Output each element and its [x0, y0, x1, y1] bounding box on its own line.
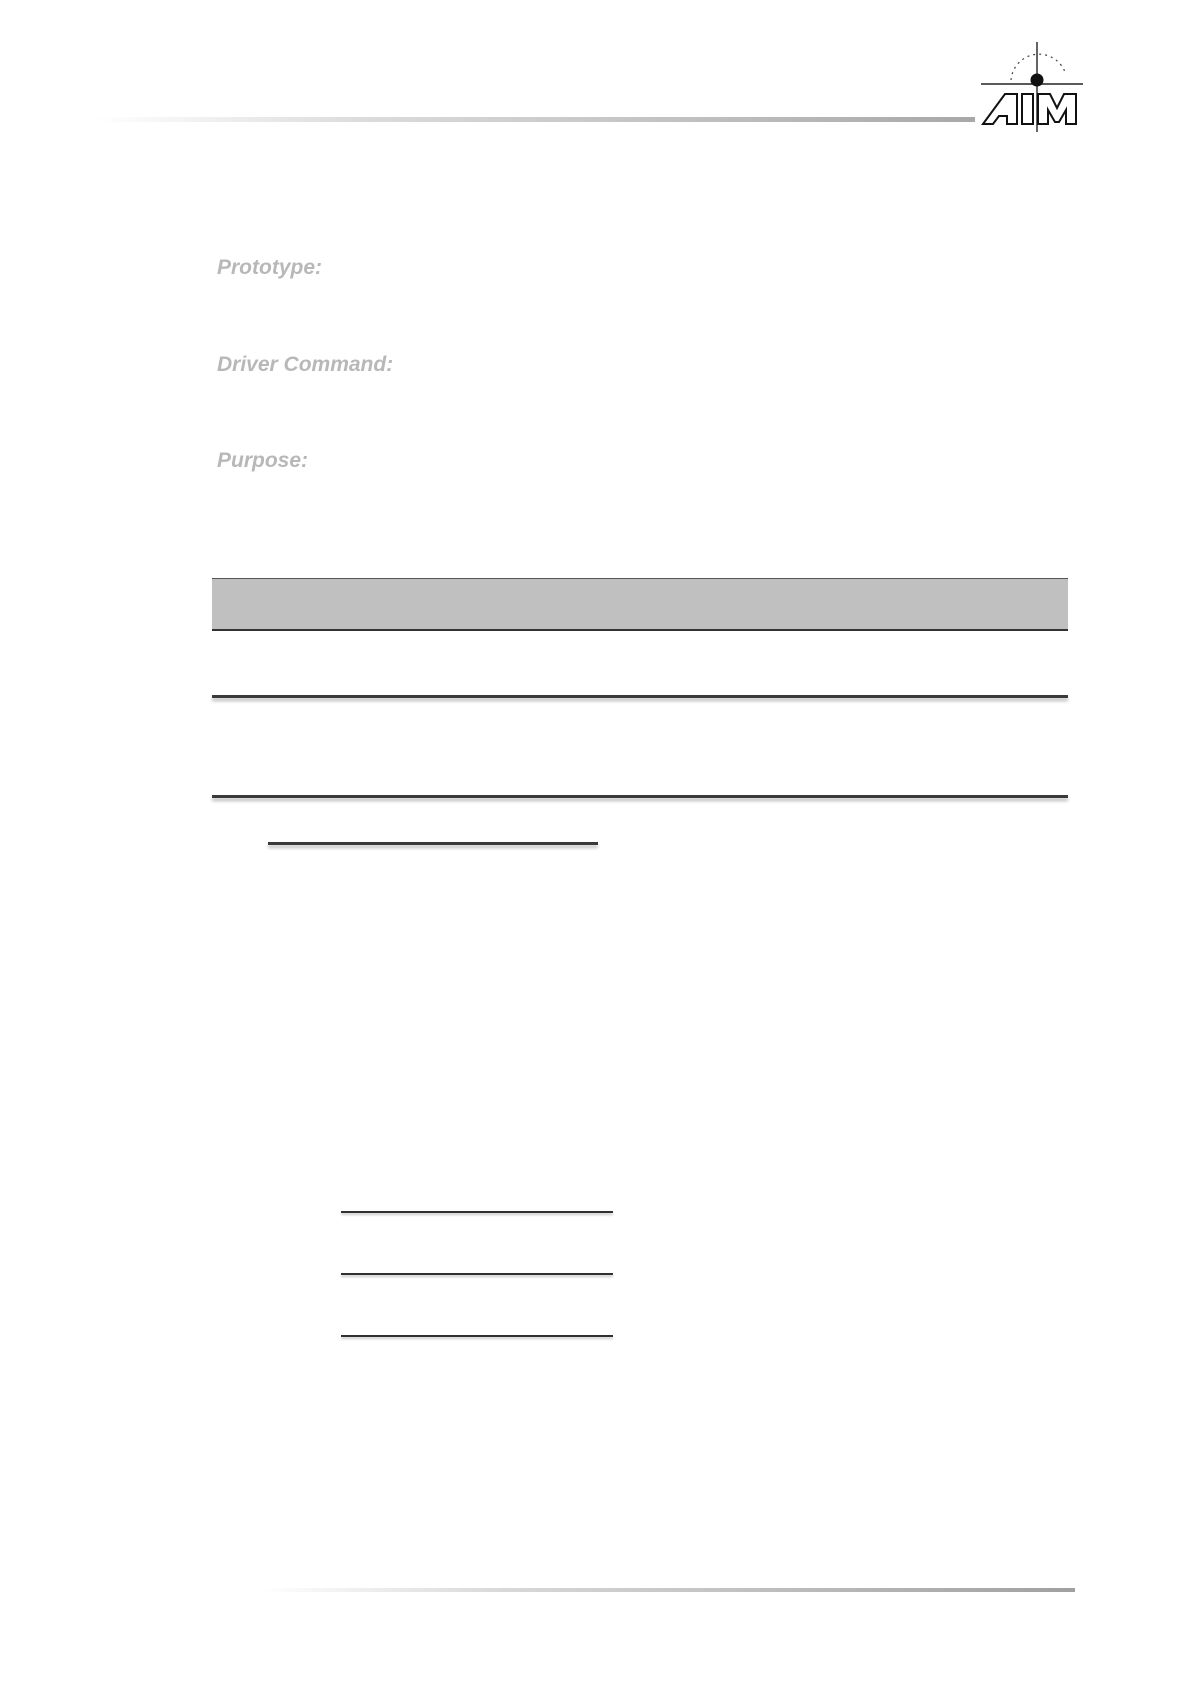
prototype-label: Prototype: — [217, 256, 322, 279]
table-header-row — [212, 578, 1068, 631]
purpose-label: Purpose: — [217, 449, 309, 472]
aim-crosshair-logo-icon — [975, 42, 1085, 134]
driver-command-label: Driver Command: — [217, 353, 394, 376]
table-row — [212, 631, 1068, 695]
header-rule — [95, 117, 975, 122]
sub-table-rule — [341, 1211, 613, 1213]
table-row — [212, 699, 1068, 795]
footer-rule — [260, 1588, 1075, 1592]
sub-table-rule — [341, 1273, 613, 1275]
table-row-divider — [212, 695, 1068, 698]
section-underline — [268, 842, 598, 845]
sub-table-rule — [341, 1335, 613, 1337]
table-bottom-rule — [212, 795, 1068, 798]
